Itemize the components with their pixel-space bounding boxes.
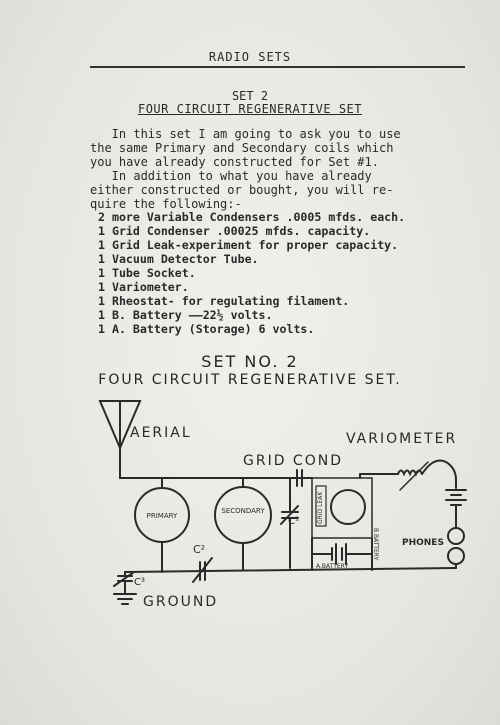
parts-list-item: 1 Vacuum Detector Tube.	[98, 252, 259, 266]
ground-label: GROUND	[143, 594, 219, 610]
variometer-label: VARIOMETER	[346, 431, 458, 447]
intro-line: the same Primary and Secondary coils which	[90, 141, 394, 155]
c2-label: C²	[193, 543, 206, 556]
grid-cond-label: GRID COND	[243, 453, 343, 469]
parts-list-item: 1 Grid Condenser .00025 mfds. capacity.	[98, 224, 371, 238]
intro-line: quire the following:-	[90, 197, 242, 211]
intro-line: either constructed or bought, you will re-	[90, 183, 394, 197]
aerial-label: AERIAL	[130, 425, 192, 441]
parts-list-item: 1 Grid Leak-experiment for proper capacity.	[98, 238, 399, 252]
b-battery-icon	[446, 480, 466, 528]
intro-line: In this set I am going to ask you to use	[90, 127, 401, 141]
grid-leak-label: GRID LEAK	[317, 491, 324, 524]
diagram-subtitle: FOUR CIRCUIT REGENERATIVE SET.	[98, 372, 402, 388]
a-battery-label: A.BATTERY	[316, 563, 349, 570]
b-battery-label: B BATTERY	[372, 528, 379, 561]
phones-label: PHONES	[402, 538, 444, 548]
detector-tube-icon	[331, 490, 365, 524]
phones-icon	[448, 528, 464, 564]
set-number: SET 2	[231, 89, 269, 103]
diagram-title: SET NO. 2	[201, 352, 299, 371]
c1-label: C¹	[288, 516, 299, 527]
secondary-coil	[215, 487, 271, 543]
intro-line: In addition to what you have already	[90, 169, 372, 183]
c3-label: C³	[134, 577, 145, 588]
page-header: RADIO SETS	[208, 50, 292, 64]
parts-list-item: 1 B. Battery ——22½ volts.	[98, 308, 273, 322]
primary-label: PRIMARY	[146, 512, 178, 520]
parts-list-item: 2 more Variable Condensers .0005 mfds. each.	[98, 210, 406, 224]
parts-list-item: 1 Rheostat- for regulating filament.	[98, 294, 350, 308]
ground-icon	[114, 594, 136, 604]
set-title: FOUR CIRCUIT REGENERATIVE SET	[137, 102, 362, 116]
a-battery-icon	[332, 544, 346, 564]
parts-list-item: 1 A. Battery (Storage) 6 volts.	[98, 322, 315, 336]
intro-line: you have already constructed for Set #1.	[90, 155, 379, 169]
parts-list-item: 1 Tube Socket.	[98, 266, 196, 280]
parts-list-item: 1 Variometer.	[98, 280, 189, 294]
secondary-label: SECONDARY	[221, 507, 265, 515]
